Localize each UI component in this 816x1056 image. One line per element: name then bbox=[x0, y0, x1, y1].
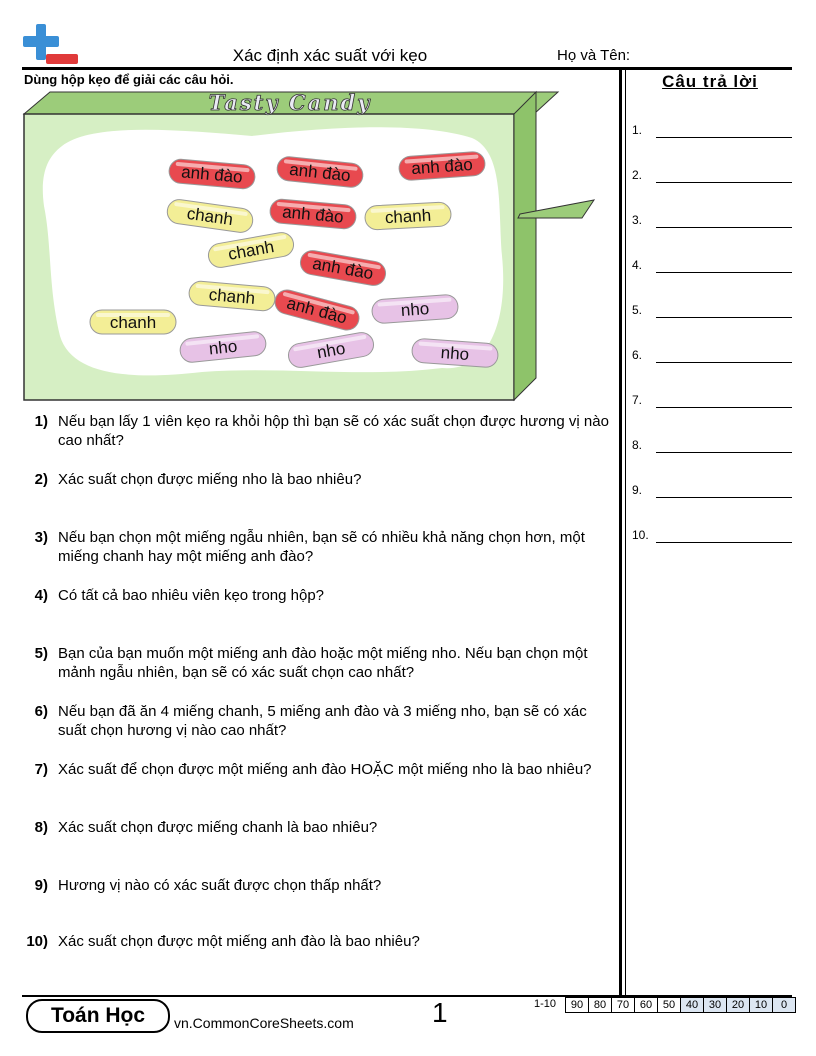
answer-number: 2. bbox=[632, 168, 643, 182]
answer-row[interactable] bbox=[632, 213, 792, 233]
answer-number: 10. bbox=[632, 528, 649, 542]
question-text: Bạn của bạn muốn một miếng anh đào hoặc một miếng nho. Nếu bạn chọn một mảnh ngẫu nhiên, bạn sẽ có xác suất chọn cao nhất? bbox=[58, 645, 588, 681]
question bbox=[24, 818, 619, 837]
question bbox=[24, 412, 619, 450]
question bbox=[24, 470, 619, 489]
answer-number: 1. bbox=[632, 123, 643, 137]
plus-minus-logo-icon bbox=[22, 22, 80, 68]
question-text: Có tất cả bao nhiêu viên kẹo trong hộp? bbox=[58, 587, 325, 604]
site-url[interactable]: vn.CommonCoreSheets.com bbox=[174, 1015, 354, 1031]
question bbox=[24, 760, 619, 779]
question bbox=[24, 528, 619, 566]
candy-label: nho bbox=[207, 336, 239, 359]
page-number: 1 bbox=[432, 997, 448, 1028]
column-divider bbox=[619, 70, 622, 996]
question-text: Xác suất để chọn được một miếng anh đào HOẶC một miếng nho là bao nhiêu? bbox=[58, 761, 592, 778]
score-cell: 20 bbox=[727, 998, 750, 1013]
answer-row[interactable] bbox=[632, 258, 792, 278]
score-cell: 70 bbox=[612, 998, 635, 1013]
candy-label: nho bbox=[400, 299, 430, 320]
answer-line[interactable] bbox=[656, 227, 792, 228]
box-brand-text: Tasty Candy bbox=[208, 90, 372, 115]
answer-line[interactable] bbox=[656, 137, 792, 138]
answer-line[interactable] bbox=[656, 272, 792, 273]
answer-row[interactable] bbox=[632, 438, 792, 458]
candy-label: chanh bbox=[226, 237, 276, 264]
question-text: Xác suất chọn được một miếng anh đào là bao nhiêu? bbox=[58, 933, 420, 950]
question bbox=[24, 932, 619, 951]
instructions: Dùng hộp kẹo để giải các câu hỏi. bbox=[24, 72, 234, 87]
answer-number: 4. bbox=[632, 258, 643, 272]
top-divider bbox=[22, 67, 792, 70]
answer-row[interactable] bbox=[632, 303, 792, 323]
candy-label: anh đào bbox=[281, 202, 345, 227]
answer-row[interactable] bbox=[632, 393, 792, 413]
answer-row[interactable] bbox=[632, 483, 792, 503]
question-number: 1) bbox=[34, 413, 48, 430]
score-table bbox=[565, 997, 796, 1013]
answer-row[interactable] bbox=[632, 348, 792, 368]
candy-label: anh đào bbox=[311, 253, 375, 284]
answer-number: 9. bbox=[632, 483, 643, 497]
candy-label: anh đào bbox=[284, 293, 350, 328]
candy-box-illustration bbox=[22, 86, 602, 406]
candy-label: anh đào bbox=[288, 159, 352, 186]
answers-title: Câu trả lời bbox=[662, 72, 758, 91]
answer-number: 6. bbox=[632, 348, 643, 362]
score-cell: 80 bbox=[589, 998, 612, 1013]
candy-label: chanh bbox=[208, 285, 256, 308]
question-number: 2) bbox=[34, 471, 48, 488]
score-cell: 30 bbox=[704, 998, 727, 1013]
question-text: Hương vị nào có xác suất được chọn thấp nhất? bbox=[58, 877, 382, 894]
question bbox=[24, 586, 619, 605]
candy-lemon bbox=[364, 202, 451, 230]
answer-line[interactable] bbox=[656, 317, 792, 318]
answer-line[interactable] bbox=[656, 497, 792, 498]
question-text: Xác suất chọn được miếng nho là bao nhiêu? bbox=[58, 471, 362, 488]
column-divider-inner bbox=[625, 70, 626, 996]
answer-line[interactable] bbox=[656, 542, 792, 543]
candy-lemon bbox=[90, 310, 176, 334]
question bbox=[24, 702, 619, 740]
score-cell: 0 bbox=[773, 998, 796, 1013]
question-number: 3) bbox=[34, 529, 48, 546]
answer-number: 3. bbox=[632, 213, 643, 227]
score-cell: 60 bbox=[635, 998, 658, 1013]
question-text: Nếu bạn chọn một miếng ngẫu nhiên, bạn sẽ có nhiều khả năng chọn hơn, một miếng chanh hay một miếng anh đào? bbox=[58, 529, 585, 565]
score-cell: 10 bbox=[750, 998, 773, 1013]
question-text: Nếu bạn đã ăn 4 miếng chanh, 5 miếng anh đào và 3 miếng nho, bạn sẽ có xác suất chọn hương vị nào cao nhất? bbox=[58, 703, 587, 739]
score-cell: 50 bbox=[658, 998, 681, 1013]
worksheet-title: Xác định xác suất với kẹo bbox=[232, 46, 428, 65]
answer-number: 7. bbox=[632, 393, 643, 407]
brand-badge: Toán Học bbox=[26, 999, 170, 1033]
question-number: 5) bbox=[34, 645, 48, 662]
candy-label: nho bbox=[315, 338, 347, 363]
question-number: 10) bbox=[26, 933, 48, 950]
candy-label: chanh bbox=[109, 313, 157, 332]
answer-line[interactable] bbox=[656, 362, 792, 363]
answer-line[interactable] bbox=[656, 407, 792, 408]
question-number: 4) bbox=[34, 587, 48, 604]
question bbox=[24, 876, 619, 895]
question-number: 8) bbox=[34, 819, 48, 836]
candy-label: anh đào bbox=[180, 162, 244, 187]
answer-row[interactable] bbox=[632, 528, 792, 548]
name-label: Họ và Tên: bbox=[557, 47, 631, 64]
candy-label: anh đào bbox=[410, 154, 474, 179]
answer-line[interactable] bbox=[656, 182, 792, 183]
answer-row[interactable] bbox=[632, 123, 792, 143]
candy-label: nho bbox=[440, 343, 470, 364]
score-range-label: 1-10 bbox=[534, 998, 557, 1010]
question-text: Nếu bạn lấy 1 viên kẹo ra khỏi hộp thì bạn sẽ có xác suất chọn được hương vị nào cao nhất? bbox=[58, 413, 609, 449]
answer-row[interactable] bbox=[632, 168, 792, 188]
question-number: 9) bbox=[34, 877, 48, 894]
answer-number: 5. bbox=[632, 303, 643, 317]
score-cell: 40 bbox=[681, 998, 704, 1013]
question-number: 7) bbox=[34, 761, 48, 778]
question-text: Xác suất chọn được miếng chanh là bao nhiêu? bbox=[58, 819, 378, 836]
question bbox=[24, 644, 619, 682]
answer-number: 8. bbox=[632, 438, 643, 452]
score-cell: 90 bbox=[566, 998, 589, 1013]
candy-label: chanh bbox=[185, 203, 235, 230]
answer-line[interactable] bbox=[656, 452, 792, 453]
question-number: 6) bbox=[34, 703, 48, 720]
candy-label: chanh bbox=[384, 205, 432, 228]
